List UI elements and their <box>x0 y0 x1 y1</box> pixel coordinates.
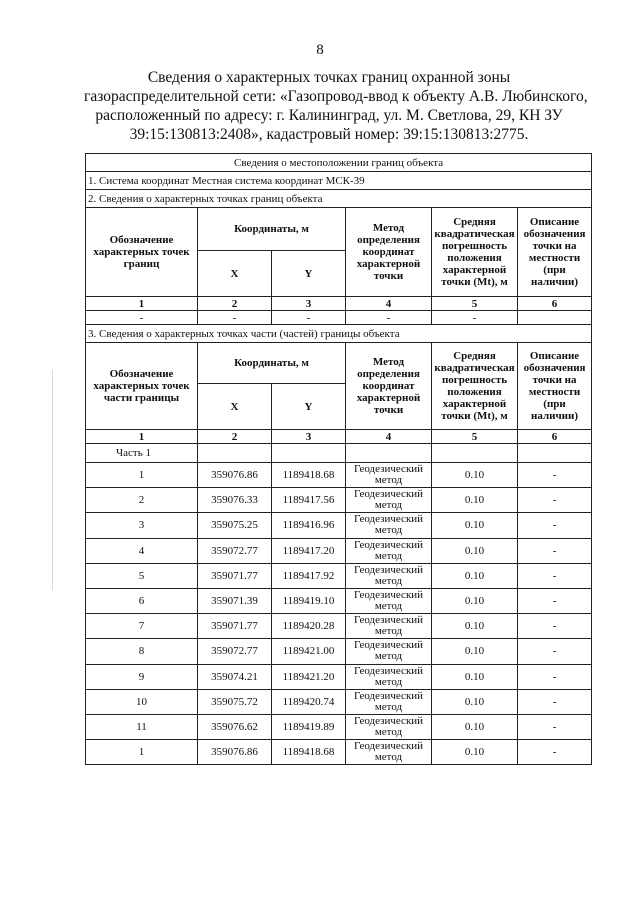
point-number: 4 <box>86 538 198 563</box>
accuracy: 0.10 <box>432 714 518 739</box>
table-row <box>86 689 592 714</box>
column-number: 1 <box>86 297 198 311</box>
description: - <box>518 639 592 664</box>
table-row <box>86 563 592 588</box>
coord-x: 359072.77 <box>198 538 272 563</box>
point-number: 10 <box>86 689 198 714</box>
accuracy: 0.10 <box>432 639 518 664</box>
empty-cell: - <box>272 311 346 325</box>
point-number: 8 <box>86 639 198 664</box>
empty-cell <box>432 444 518 463</box>
header-description: Описание обозначения точки на местности (при наличии) <box>518 343 592 430</box>
column-number: 6 <box>518 430 592 444</box>
column-number: 3 <box>272 297 346 311</box>
description: - <box>518 614 592 639</box>
table-row <box>86 538 592 563</box>
empty-cell <box>198 444 272 463</box>
coord-x: 359076.62 <box>198 714 272 739</box>
description: - <box>518 563 592 588</box>
accuracy: 0.10 <box>432 463 518 488</box>
description: - <box>518 740 592 765</box>
method: Геодезический метод <box>346 538 432 563</box>
coord-x: 359072.77 <box>198 639 272 664</box>
column-number: 1 <box>86 430 198 444</box>
column-number: 5 <box>432 430 518 444</box>
table-row <box>86 614 592 639</box>
method: Геодезический метод <box>346 513 432 538</box>
coord-y: 1189421.20 <box>272 664 346 689</box>
description: - <box>518 488 592 513</box>
accuracy: 0.10 <box>432 488 518 513</box>
column-number: 4 <box>346 430 432 444</box>
method: Геодезический метод <box>346 614 432 639</box>
empty-cell <box>518 311 592 325</box>
empty-cell <box>272 444 346 463</box>
coord-y: 1189418.68 <box>272 463 346 488</box>
coord-y: 1189421.00 <box>272 639 346 664</box>
method: Геодезический метод <box>346 588 432 613</box>
boundary-points-table <box>85 153 592 765</box>
header-coords: Координаты, м <box>198 208 346 251</box>
coord-y: 1189419.10 <box>272 588 346 613</box>
point-number: 7 <box>86 614 198 639</box>
coord-y: 1189417.56 <box>272 488 346 513</box>
document-title <box>84 68 588 144</box>
description: - <box>518 538 592 563</box>
point-number: 1 <box>86 740 198 765</box>
table-row <box>86 714 592 739</box>
method: Геодезический метод <box>346 463 432 488</box>
coord-y: 1189417.92 <box>272 563 346 588</box>
location-header: Сведения о местоположении границ объекта <box>86 154 592 172</box>
method: Геодезический метод <box>346 714 432 739</box>
method: Геодезический метод <box>346 664 432 689</box>
coordinate-system: 1. Система координат Местная система координат МСК-39 <box>86 172 592 190</box>
header-coords: Координаты, м <box>198 343 346 384</box>
coord-y: 1189417.20 <box>272 538 346 563</box>
page-number: 8 <box>316 42 324 58</box>
point-number: 5 <box>86 563 198 588</box>
header-y: Y <box>272 251 346 297</box>
header-accuracy: Средняя квадратическая погрешность положения характерной точки (Mt), м <box>432 208 518 297</box>
accuracy: 0.10 <box>432 538 518 563</box>
column-number: 6 <box>518 297 592 311</box>
coord-y: 1189420.28 <box>272 614 346 639</box>
title-line: расположенный по адресу: г. Калининград, ул. М. Светлова, 29, КН ЗУ <box>95 107 563 124</box>
header-accuracy: Средняя квадратическая погрешность положения характерной точки (Mt), м <box>432 343 518 430</box>
title-line: газораспределительной сети: «Газопровод-ввод к объекту А.В. Любинского, <box>84 88 588 105</box>
description: - <box>518 689 592 714</box>
header-x: X <box>198 251 272 297</box>
header-method: Метод определения координат характерной точки <box>346 208 432 297</box>
empty-cell: - <box>86 311 198 325</box>
column-number: 2 <box>198 297 272 311</box>
accuracy: 0.10 <box>432 664 518 689</box>
scan-artifact-line <box>52 370 53 590</box>
coord-x: 359076.86 <box>198 740 272 765</box>
coord-x: 359075.25 <box>198 513 272 538</box>
description: - <box>518 714 592 739</box>
method: Геодезический метод <box>346 488 432 513</box>
point-number: 1 <box>86 463 198 488</box>
accuracy: 0.10 <box>432 588 518 613</box>
method: Геодезический метод <box>346 563 432 588</box>
coord-x: 359071.39 <box>198 588 272 613</box>
point-number: 3 <box>86 513 198 538</box>
method: Геодезический метод <box>346 689 432 714</box>
coord-y: 1189420.74 <box>272 689 346 714</box>
section3-title: 3. Сведения о характерных точках части (частей) границы объекта <box>86 325 592 343</box>
coord-x: 359075.72 <box>198 689 272 714</box>
point-number: 9 <box>86 664 198 689</box>
empty-cell: - <box>346 311 432 325</box>
part-label: Часть 1 <box>86 444 198 463</box>
column-number: 5 <box>432 297 518 311</box>
table-row <box>86 588 592 613</box>
section2-title: 2. Сведения о характерных точках границ объекта <box>86 190 592 208</box>
title-line: 39:15:130813:2408», кадастровый номер: 39:15:130813:2775. <box>129 126 529 143</box>
table-row <box>86 639 592 664</box>
description: - <box>518 664 592 689</box>
coord-x: 359076.86 <box>198 463 272 488</box>
table-row <box>86 488 592 513</box>
header-description: Описание обозначения точки на местности (при наличии) <box>518 208 592 297</box>
description: - <box>518 588 592 613</box>
column-number: 3 <box>272 430 346 444</box>
column-number: 2 <box>198 430 272 444</box>
empty-cell: - <box>432 311 518 325</box>
accuracy: 0.10 <box>432 513 518 538</box>
table-row <box>86 740 592 765</box>
coord-y: 1189419.89 <box>272 714 346 739</box>
header-designation: Обозначение характерных точек части границы <box>86 343 198 430</box>
header-y: Y <box>272 384 346 430</box>
method: Геодезический метод <box>346 740 432 765</box>
header-x: X <box>198 384 272 430</box>
title-line: Сведения о характерных точках границ охранной зоны <box>147 69 511 86</box>
accuracy: 0.10 <box>432 689 518 714</box>
description: - <box>518 463 592 488</box>
point-number: 2 <box>86 488 198 513</box>
description: - <box>518 513 592 538</box>
column-number: 4 <box>346 297 432 311</box>
accuracy: 0.10 <box>432 740 518 765</box>
header-method: Метод определения координат характерной точки <box>346 343 432 430</box>
coord-x: 359076.33 <box>198 488 272 513</box>
empty-cell <box>346 444 432 463</box>
empty-cell: - <box>198 311 272 325</box>
accuracy: 0.10 <box>432 614 518 639</box>
coord-y: 1189418.68 <box>272 740 346 765</box>
coord-x: 359074.21 <box>198 664 272 689</box>
accuracy: 0.10 <box>432 563 518 588</box>
empty-cell <box>518 444 592 463</box>
coord-x: 359071.77 <box>198 614 272 639</box>
table-row <box>86 513 592 538</box>
method: Геодезический метод <box>346 639 432 664</box>
header-designation: Обозначение характерных точек границ <box>86 208 198 297</box>
table-row <box>86 664 592 689</box>
coord-y: 1189416.96 <box>272 513 346 538</box>
table-row <box>86 463 592 488</box>
point-number: 11 <box>86 714 198 739</box>
coord-x: 359071.77 <box>198 563 272 588</box>
point-number: 6 <box>86 588 198 613</box>
